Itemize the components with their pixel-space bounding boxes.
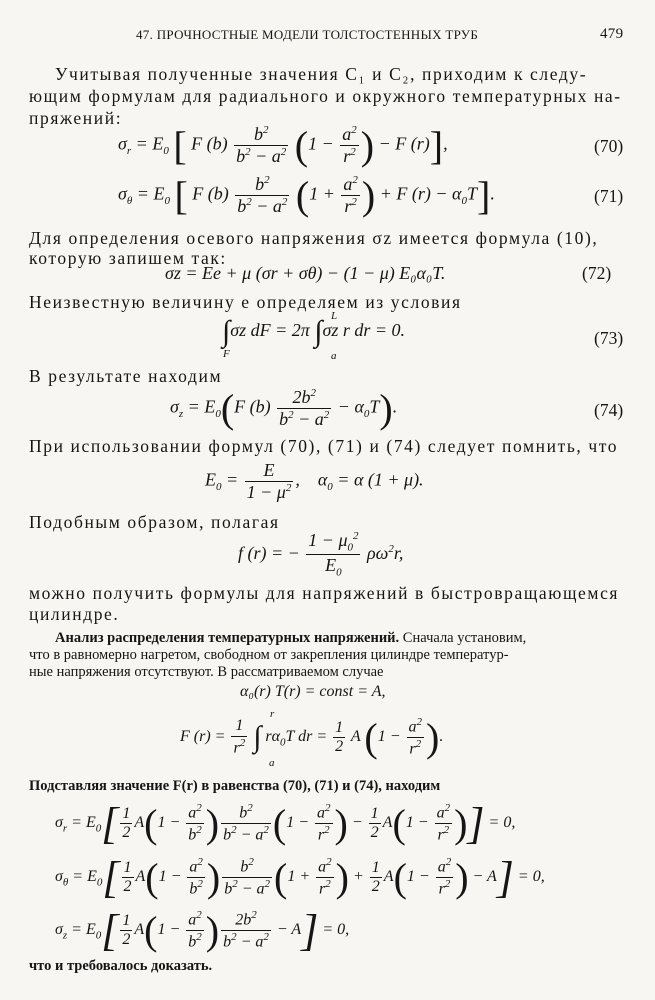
paragraph-line: Учитывая полученные значения C₁ и C₂, приходим к следу- [55,64,588,84]
integral-limit: a [331,350,337,362]
analysis-line: что в равномерно нагретом, свободном от закрепления цилиндре температур- [29,647,509,663]
equation-74: $\sigma_z = E_0(F$ (b) $\frac{2b^2}{b^2 - a^2}$ − $\alpha_0T$). [170,386,398,431]
paragraph-line: При использовании формул (70), (71) и (74) следует помнить, что [29,436,619,456]
equation-73: ∫σz dF = 2π ∫σz r dr = 0. [222,315,406,348]
equation-f-r: f (r) = − $\frac{1 - \mu_0^2}{E_0}$ $\rho\omega^2r$, [238,530,404,579]
equation-F-r: F (r) = $\frac{1}{r^2}$ ∫ $r\alpha_0T$ dr = $\frac{1}{2}$ A (1 − $\frac{a^2}{r^2}$ ). [180,715,444,760]
equation-number: (70) [594,136,624,156]
integral-limit: r [270,708,275,720]
equation-number: (73) [594,328,624,348]
paragraph-line: В результате находим [29,366,223,386]
paragraph-line: пряжений: [29,108,123,128]
equation-sigma-z-zero: $\sigma_z = E_0$[ $\frac{1}{2}$ A(1 − $\frac{a^2}{b^2}$ ) $\frac{2b^2}{b^2 - a^2}$ − A] = 0, [55,906,350,955]
equation-number: (71) [594,186,624,206]
paragraph-line: Неизвестную величину e определяем из условия [29,292,462,312]
paragraph-line: Для определения осевого напряжения σz имеется формула (10), [29,228,599,248]
analysis-line: Анализ распределения температурных напряжений. Сначала установим, [55,630,527,646]
equation-number: (74) [594,400,624,420]
equation-const: α₀(r) T(r) = const = A, [240,683,386,700]
page-number: 479 [600,26,624,42]
paragraph-line: что и требовалось доказать. [29,958,213,974]
analysis-line: ные напряжения отсутствуют. В рассматриваемом случае [29,664,384,680]
equation-70: $\sigma_r = E_0$ [ F (b) $\frac{b^2}{b^2 - a^2}$ (1 − $\frac{a^2}{r^2}$ ) − F (r)], [118,123,448,168]
integral-limit: L [331,310,338,322]
paragraph-line: которую запишем так: [29,248,227,268]
paragraph-line: цилиндре. [29,604,120,624]
integral-limit: F [223,348,230,360]
paragraph-line: можно получить формулы для напряжений в быстровращающемся [29,583,620,603]
equation-number: (72) [582,263,612,283]
equation-sigma-theta-zero: $\sigma_\theta = E_0$[ $\frac{1}{2}$ A(1 − $\frac{a^2}{b^2}$ ) $\frac{b^2}{b^2 - a^2}$ (1 + $\frac{a^2}{r^2}$ ) + $\frac{1}{2}$ A(1 − $\frac{a^2}{r^2}$ ) − A] = 0, [55,853,545,902]
equation-e0-alpha0: $E_0$ = $\frac{E}{1 - \mu^2}$ , $\alpha_0 = \alpha$ (1 + μ). [205,460,424,502]
running-header: 47. ПРОЧНОСТНЫЕ МОДЕЛИ ТОЛСТОСТЕННЫХ ТРУБ [136,27,479,42]
integral-limit: a [269,757,275,769]
equation-71: $\sigma_\theta = E_0$ [ F (b) $\frac{b^2}{b^2 - a^2}$ (1 + $\frac{a^2}{r^2}$ ) + F $(r) - \alpha_0T$]. [118,173,495,218]
equation-72: σz = Ee + μ (σr + σθ) − (1 − μ) E₀α₀T. [165,263,446,283]
equation-sigma-r-zero: $\sigma_r = E_0$[ $\frac{1}{2}$ A(1 − $\frac{a^2}{b^2}$ ) $\frac{b^2}{b^2 - a^2}$ (1 − $\frac{a^2}{r^2}$ ) − $\frac{1}{2}$ A(1 − $\frac{a^2}{r^2}$ )] = 0, [55,799,516,848]
paragraph-line: Подобным образом, полагая [29,512,280,532]
paragraph-line: ющим формулам для радиального и окружного температурных на- [29,86,622,106]
paragraph-line: Подставляя значение F(r) в равенства (70), (71) и (74), находим [29,778,441,794]
